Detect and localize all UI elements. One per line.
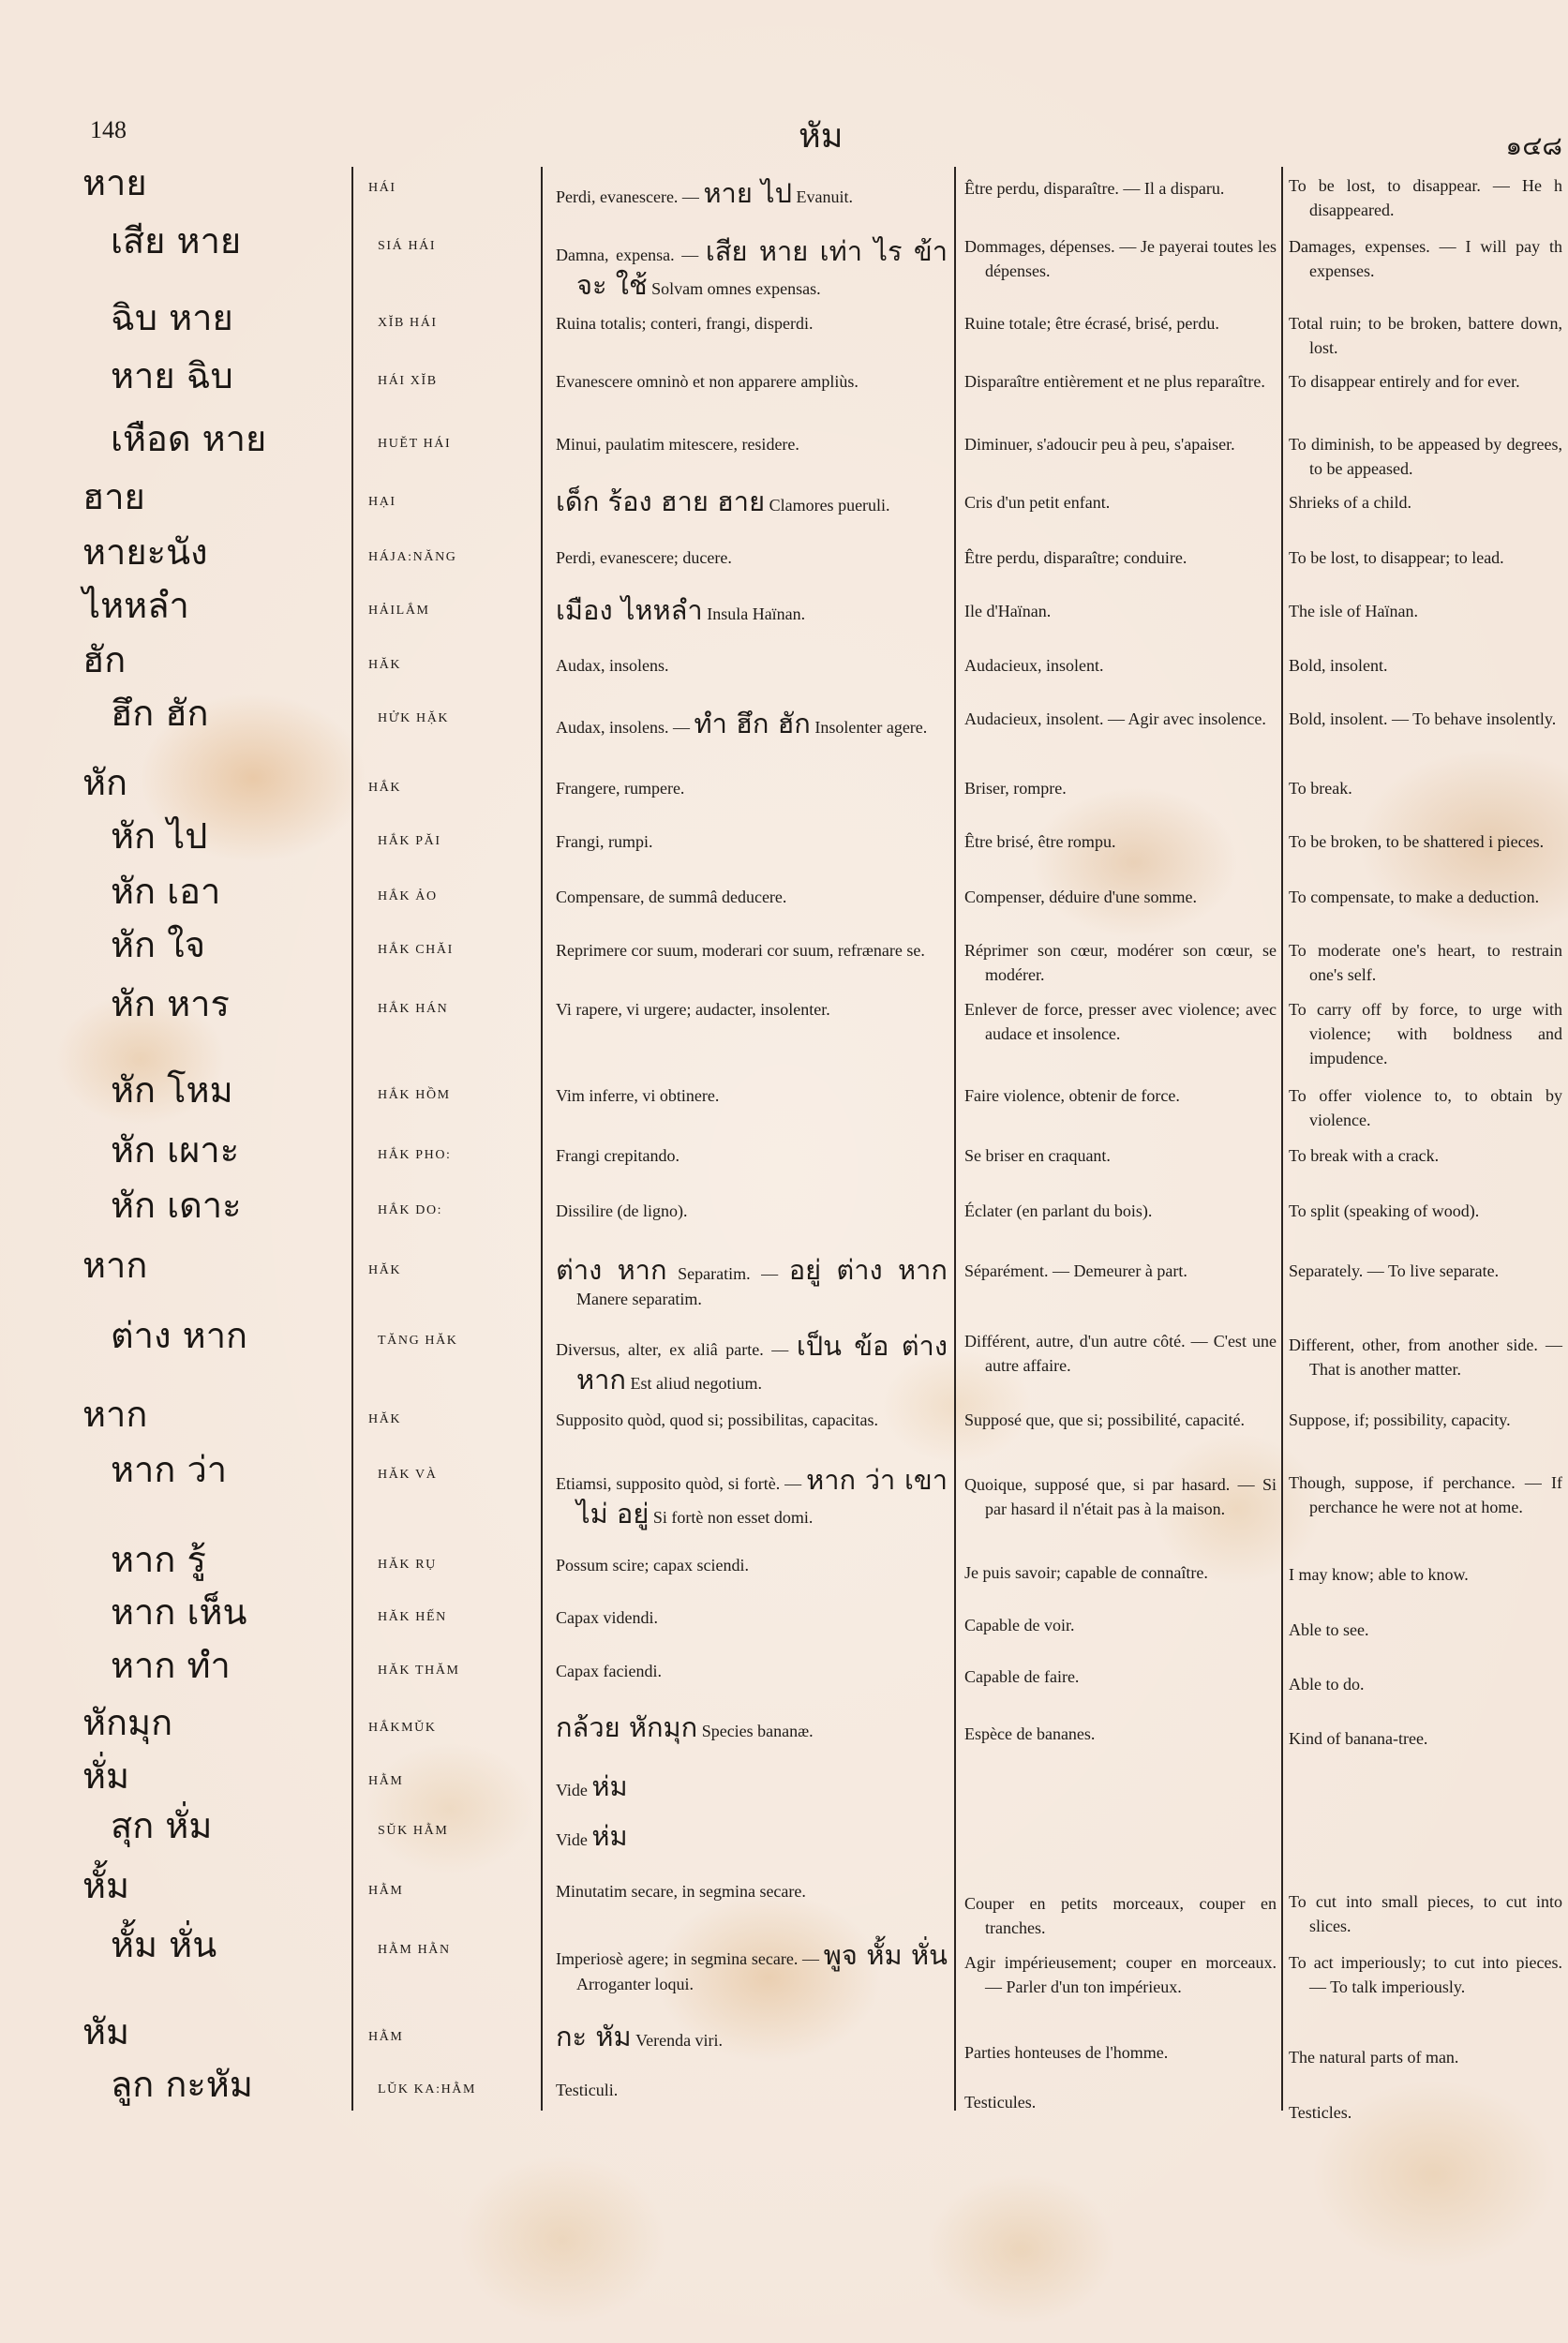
entry-latin — [556, 234, 948, 302]
entry-romanization: HẮK HỒM — [378, 1088, 451, 1102]
latin-gloss-text: Frangere, rumpere. — [556, 779, 685, 798]
entry-english: To split (speaking of wood). — [1289, 1201, 1480, 1220]
entry-headword: หาก รู้ — [111, 1539, 206, 1580]
entry-latin — [556, 653, 948, 678]
latin-thai-example: เมือง ไหหลำ — [556, 594, 703, 626]
entry-english: To diminish, to be appeased by degrees, to be appeased. — [1289, 435, 1562, 478]
entry-french: Quoique, supposé que, si par hasard. — Si par hasard il n'était pas à la maison. — [964, 1475, 1277, 1518]
latin-gloss-text: Damna, expensa. — — [556, 246, 706, 264]
entry-english: Though, suppose, if perchance. — If perchance he were not at home. — [1289, 1473, 1562, 1516]
entry-latin — [556, 1329, 948, 1396]
entry-french: Faire violence, obtenir de force. — [964, 1086, 1180, 1105]
entry-headword: หาก ทำ — [111, 1645, 231, 1686]
latin-thai-example: หาย ไป — [703, 177, 793, 209]
entry-romanization: HẠI — [368, 495, 396, 509]
latin-gloss-text: Minui, paulatim mitescere, residere. — [556, 435, 799, 454]
entry-latin — [556, 885, 948, 909]
entry-latin — [556, 1143, 948, 1168]
running-head: หัม — [799, 117, 844, 156]
latin-gloss-text: Ruina totalis; conteri, frangi, disperdi. — [556, 314, 814, 333]
entry-headword: หัก ไป — [111, 815, 208, 857]
entry-latin — [556, 1553, 948, 1577]
entry-headword: หาก — [82, 1245, 148, 1286]
entry-english: I may know; able to know. — [1289, 1565, 1469, 1584]
entry-french: Cris d'un petit enfant. — [964, 493, 1111, 512]
latin-gloss-text: Imperiosè agere; in segmina secare. — — [556, 1949, 824, 1968]
latin-gloss-text: Dissilire (de ligno). — [556, 1201, 688, 1220]
entry-french: Capable de faire. — [964, 1667, 1080, 1686]
latin-gloss-text: Possum scire; capax sciendi. — [556, 1556, 749, 1574]
entry-french: Diminuer, s'adoucir peu à peu, s'apaiser. — [964, 435, 1235, 454]
latin-gloss-text: Insula Haïnan. — [702, 604, 806, 623]
entry-romanization: SŬK HẰM — [378, 1824, 449, 1838]
entry-french: Séparément. — Demeurer à part. — [964, 1261, 1187, 1280]
entry-headword: หัม — [82, 2011, 130, 2052]
entry-romanization: HẮKMŬK — [368, 1721, 437, 1735]
entry-romanization: HĂK — [368, 658, 402, 672]
latin-gloss-text: Vide — [556, 1830, 592, 1849]
entry-headword: ฮึก ฮัก — [111, 693, 209, 734]
entry-headword: ฮาย — [82, 476, 145, 517]
entry-headword: หัก หาร — [111, 983, 230, 1024]
entry-french: Réprimer son cœur, modérer son cœur, se modérer. — [964, 941, 1277, 984]
entry-headword: หั้ม หั่น — [111, 1924, 217, 1965]
entry-romanization: HÁJA:NĂNG — [368, 550, 457, 564]
entry-english: Able to do. — [1289, 1675, 1365, 1694]
entry-headword: หาย — [82, 162, 147, 203]
entry-french: Couper en petits morceaux, couper en tranches. — [964, 1894, 1277, 1937]
entry-english: To compensate, to make a deduction. — [1289, 888, 1540, 906]
entry-english: The natural parts of man. — [1289, 2048, 1459, 2067]
entry-english: Able to see. — [1289, 1620, 1369, 1639]
column-rule — [351, 167, 353, 2111]
entry-headword: ต่าง หาก — [111, 1315, 248, 1356]
entry-headword: เสีย หาย — [111, 220, 242, 261]
entry-romanization: HĂK — [368, 1263, 402, 1277]
entry-headword: หาก — [82, 1394, 148, 1435]
latin-gloss-text: Arroganter loqui. — [576, 1975, 694, 1993]
latin-gloss-text: Manere separatim. — [576, 1290, 702, 1308]
entry-latin — [556, 1879, 948, 1903]
entry-romanization: HÁI — [368, 181, 396, 195]
entry-romanization: XĬB HÁI — [378, 316, 438, 330]
entry-latin — [556, 545, 948, 570]
entry-english: To act imperiously; to cut into pieces. — To talk imperiously. — [1289, 1953, 1562, 1996]
entry-headword: หัก ใจ — [111, 924, 205, 965]
latin-gloss-text: Perdi, evanescere. — — [556, 187, 704, 206]
entry-french: Éclater (en parlant du bois). — [964, 1201, 1153, 1220]
entry-latin — [556, 1659, 948, 1683]
entry-english: Bold, insolent. — [1289, 656, 1388, 675]
entry-headword: ฮัก — [82, 639, 127, 680]
entry-headword: หัก เผาะ — [111, 1129, 240, 1171]
latin-thai-example: เป็น ข้อ ต่าง หาก — [576, 1330, 948, 1395]
entry-latin — [556, 1253, 948, 1311]
entry-latin — [556, 1769, 948, 1803]
column-rule — [954, 167, 956, 2111]
latin-thai-example: หาก ว่า เขา ไม่ อยู่ — [576, 1464, 948, 1530]
entry-headword: หัก เอา — [111, 871, 221, 912]
entry-french: Je puis savoir; capable de connaître. — [964, 1563, 1208, 1582]
latin-gloss-text: Audax, insolens. — — [556, 718, 694, 737]
latin-gloss-text: Testiculi. — [556, 2081, 619, 2099]
entry-french: Agir impérieusement; couper en morceaux. — Parler d'un ton impérieux. — [964, 1953, 1277, 1996]
entry-french: Audacieux, insolent. — Agir avec insolence. — [964, 709, 1266, 728]
entry-english: Testicles. — [1289, 2103, 1352, 2122]
entry-headword: หั้ม — [82, 1865, 130, 1906]
entry-french: Audacieux, insolent. — [964, 656, 1104, 675]
entry-french: Capable de voir. — [964, 1616, 1075, 1634]
entry-english: Damages, expenses. — I will pay th expenses. — [1289, 237, 1562, 280]
latin-gloss-text: Capax faciendi. — [556, 1662, 662, 1680]
entry-english: To disappear entirely and for ever. — [1289, 372, 1520, 391]
latin-gloss-text: Si fortè non esset domi. — [649, 1508, 814, 1527]
entry-romanization: HẮK HÁN — [378, 1002, 449, 1016]
latin-gloss-text: Perdi, evanescere; ducere. — [556, 548, 732, 567]
entry-romanization: HĂK — [368, 1412, 402, 1426]
entry-latin — [556, 311, 948, 336]
page-number: 148 — [90, 116, 127, 143]
entry-french: Parties honteuses de l'homme. — [964, 2043, 1169, 2062]
entry-romanization: LŬK KA:HẰM — [378, 2082, 477, 2097]
latin-gloss-text: Minutatim secare, in segmina secare. — [556, 1882, 806, 1901]
entry-latin — [556, 1710, 948, 1744]
latin-gloss-text: Frangi, rumpi. — [556, 832, 653, 851]
entry-headword: สุก หั่ม — [111, 1805, 213, 1846]
entry-english: To cut into small pieces, to cut into slices. — [1289, 1892, 1562, 1935]
entry-french: Briser, rompre. — [964, 779, 1067, 798]
entry-latin — [556, 1463, 948, 1530]
latin-gloss-text: Insolenter agere. — [810, 718, 928, 737]
entry-french: Supposé que, que si; possibilité, capacité. — [964, 1410, 1245, 1429]
entry-english: To be broken, to be shattered i pieces. — [1289, 832, 1545, 851]
entry-french: Dommages, dépenses. — Je payerai toutes les dépenses. — [964, 237, 1277, 280]
latin-gloss-text: Diversus, alter, ex aliâ parte. — — [556, 1340, 797, 1359]
entry-latin — [556, 1083, 948, 1108]
latin-gloss-text: Evanescere omninò et non apparere ampliùs. — [556, 372, 859, 391]
latin-gloss-text: Capax videndi. — [556, 1608, 658, 1627]
entry-latin — [556, 176, 948, 210]
entry-french: Être perdu, disparaître; conduire. — [964, 548, 1187, 567]
entry-french: Ile d'Haïnan. — [964, 602, 1052, 620]
entry-latin — [556, 829, 948, 854]
entry-romanization: HẰM — [368, 2030, 404, 2044]
entry-latin — [556, 485, 948, 518]
entry-french: Être perdu, disparaître. — Il a disparu. — [964, 179, 1225, 198]
entry-headword: เหือด หาย — [111, 418, 267, 459]
latin-gloss-text: Etiamsi, supposito quòd, si fortè. — — [556, 1474, 807, 1493]
latin-thai-example: ห่ม — [591, 1820, 628, 1852]
column-rule — [541, 167, 543, 2111]
entry-english: To offer violence to, to obtain by violence. — [1289, 1086, 1562, 1129]
entry-headword: หาก ว่า — [111, 1449, 228, 1490]
entry-romanization: HẮK DO: — [378, 1203, 443, 1217]
entry-english: Kind of banana-tree. — [1289, 1729, 1428, 1748]
latin-gloss-text: Reprimere cor suum, moderari cor suum, refrænare se. — [556, 941, 925, 960]
entry-english: To be lost, to disappear; to lead. — [1289, 548, 1504, 567]
entry-romanization: HẰM HẰN — [378, 1943, 451, 1957]
entry-headword: หาย ฉิบ — [111, 355, 233, 396]
entry-latin — [556, 1819, 948, 1853]
entry-latin — [556, 2078, 948, 2102]
entry-french: Enlever de force, presser avec violence; avec audace et insolence. — [964, 1000, 1277, 1043]
entry-headword: หั่ม — [82, 1755, 130, 1797]
entry-english: Different, other, from another side. — That is another matter. — [1289, 1336, 1562, 1379]
entry-french: Ruine totale; être écrasé, brisé, perdu. — [964, 314, 1219, 333]
entry-romanization: HĂK THĂM — [378, 1664, 460, 1678]
entry-romanization: HUĔT HÁI — [378, 437, 452, 451]
entry-french: Disparaître entièrement et ne plus reparaître. — [964, 372, 1265, 391]
latin-thai-example: ทำ ฮึก ฮัก — [694, 708, 811, 739]
entry-romanization: HĂK VÀ — [378, 1468, 438, 1482]
column-rule — [1281, 167, 1283, 2111]
latin-thai-example: กล้วย หักมุก — [556, 1711, 698, 1743]
entry-latin — [556, 1408, 948, 1432]
entry-english: To moderate one's heart, to restrain one's self. — [1289, 941, 1562, 984]
entry-latin — [556, 997, 948, 1022]
latin-thai-example: อยู่ ต่าง หาก — [788, 1254, 948, 1286]
latin-gloss-text: Species bananæ. — [697, 1722, 814, 1740]
entry-latin — [556, 1605, 948, 1630]
entry-romanization: HỬK HẶK — [378, 711, 450, 725]
entry-latin — [556, 2020, 948, 2053]
entry-english: The isle of Haïnan. — [1289, 602, 1418, 620]
entry-headword: ไหหลำ — [82, 585, 189, 626]
latin-gloss-text: Vi rapere, vi urgere; audacter, insolenter. — [556, 1000, 830, 1019]
latin-thai-example: เด็ก ร้อง ฮาย ฮาย — [556, 485, 766, 517]
latin-thai-example: ห่ม — [591, 1770, 628, 1802]
latin-thai-example: ต่าง หาก — [556, 1254, 667, 1286]
entry-romanization: HẢILẮM — [368, 604, 430, 618]
latin-gloss-text: Est aliud negotium. — [625, 1374, 762, 1393]
latin-thai-example: กะ หัม — [556, 2021, 632, 2052]
latin-gloss-text: Frangi crepitando. — [556, 1146, 679, 1165]
entry-english: Suppose, if; possibility, capacity. — [1289, 1410, 1511, 1429]
entry-romanization: HẮK CHĂI — [378, 943, 454, 957]
latin-gloss-text: Separatim. — — [666, 1264, 789, 1283]
latin-thai-example: เสีย หาย เท่า ไร ข้า จะ ใช้ — [576, 235, 948, 301]
entry-headword: หักมุก — [82, 1702, 173, 1743]
entry-latin — [556, 1199, 948, 1223]
entry-french: Compenser, déduire d'une somme. — [964, 888, 1197, 906]
entry-romanization: HẮK PĂI — [378, 834, 441, 848]
entry-headword: หายะนัง — [82, 531, 208, 573]
entry-headword: หัก เดาะ — [111, 1185, 242, 1226]
entry-english: To break. — [1289, 779, 1352, 798]
entry-romanization: SIÁ HÁI — [378, 239, 437, 253]
entry-french: Se briser en craquant. — [964, 1146, 1111, 1165]
entry-english: Separately. — To live separate. — [1289, 1261, 1500, 1280]
entry-romanization: HĂK HẾN — [378, 1610, 447, 1624]
entry-romanization: HẮK — [368, 781, 402, 795]
entry-latin — [556, 707, 948, 740]
entry-latin — [556, 1938, 948, 1996]
entry-romanization: HÁI XĬB — [378, 374, 438, 388]
entry-french: Espèce de bananes. — [964, 1724, 1096, 1743]
entry-headword: หัก โหม — [111, 1069, 233, 1111]
entry-latin — [556, 432, 948, 456]
latin-gloss-text: Audax, insolens. — [556, 656, 669, 675]
latin-gloss-text: Supposito quòd, quod si; possibilitas, capacitas. — [556, 1410, 878, 1429]
entry-headword: ลูก กะหัม — [111, 2064, 253, 2105]
latin-thai-example: พูจ หั้ม หั่น — [823, 1939, 948, 1971]
entry-latin — [556, 776, 948, 800]
entry-english: Total ruin; to be broken, battere down, lost. — [1289, 314, 1562, 357]
entry-headword: หาก เห็น — [111, 1591, 247, 1633]
entry-romanization: HẮK ẢO — [378, 889, 438, 903]
entry-english: To be lost, to disappear. — He h disappeared. — [1289, 176, 1562, 219]
entry-romanization: TĂNG HĂK — [378, 1334, 458, 1348]
entry-english: To break with a crack. — [1289, 1146, 1440, 1165]
entry-english: Bold, insolent. — To behave insolently. — [1289, 709, 1557, 728]
entry-romanization: HẮK PHO: — [378, 1148, 452, 1162]
latin-gloss-text: Compensare, de summâ deducere. — [556, 888, 787, 906]
latin-gloss-text: Vide — [556, 1781, 592, 1799]
latin-gloss-text: Evanuit. — [792, 187, 854, 206]
latin-gloss-text: Clamores pueruli. — [765, 496, 890, 515]
entry-english: Shrieks of a child. — [1289, 493, 1411, 512]
entry-latin — [556, 938, 948, 963]
entry-romanization: HẰM — [368, 1884, 404, 1898]
latin-gloss-text: Solvam omnes expensas. — [647, 279, 821, 298]
entry-latin — [556, 369, 948, 394]
entry-english: To carry off by force, to urge with violence; with boldness and impudence. — [1289, 1000, 1562, 1067]
thai-page-number: ๑๔๘ — [1505, 130, 1562, 161]
entry-romanization: HẰM — [368, 1774, 404, 1788]
latin-gloss-text: Verenda viri. — [631, 2031, 724, 2050]
entry-french: Être brisé, être rompu. — [964, 832, 1116, 851]
entry-headword: หัก — [82, 762, 128, 803]
entry-headword: ฉิบ หาย — [111, 297, 233, 338]
entry-romanization: HĂK RỤ — [378, 1558, 437, 1572]
latin-gloss-text: Vim inferre, vi obtinere. — [556, 1086, 720, 1105]
entry-latin — [556, 593, 948, 627]
entry-french: Différent, autre, d'un autre côté. — C'est une autre affaire. — [964, 1332, 1277, 1375]
entry-french: Testicules. — [964, 2093, 1037, 2112]
